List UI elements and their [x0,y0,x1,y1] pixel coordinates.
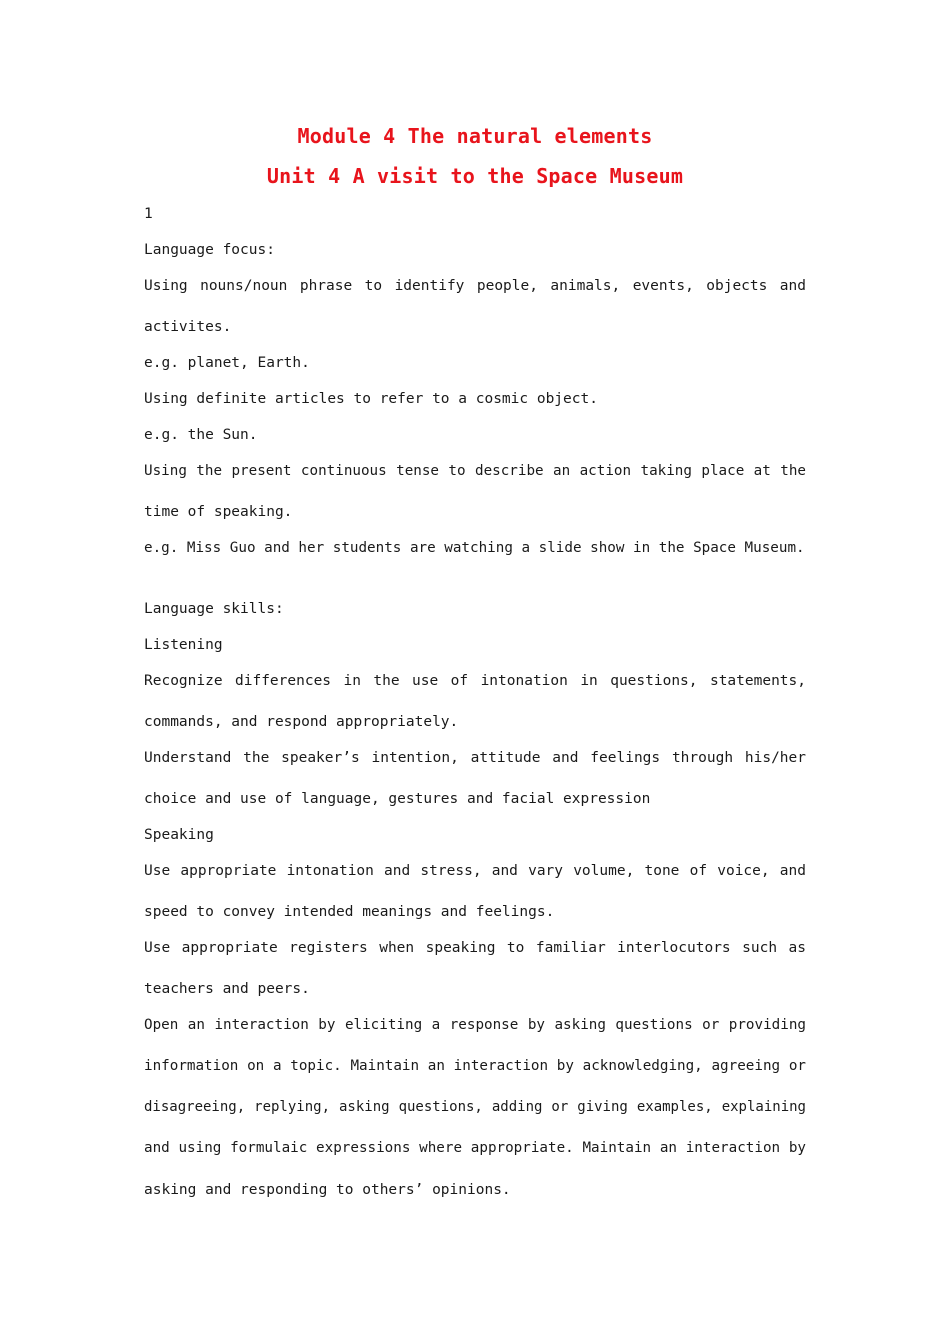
speaking-paragraph-3-line-4: and using formulaic expressions where appropriate. Maintain an interaction by [144,1140,806,1156]
period-number: 1 [144,206,153,222]
focus-example-1: e.g. planet, Earth. [144,355,310,371]
focus-example-3: e.g. Miss Guo and her students are watching a slide show in the Space Museum. [144,540,805,556]
focus-paragraph-1-line-2: activites. [144,319,232,335]
focus-paragraph-3-line-1: Using the present continuous tense to describe an action taking place at the [144,463,806,479]
speaking-paragraph-3-line-3: disagreeing, replying, asking questions, adding or giving examples, explaining [144,1099,806,1115]
language-skills-heading: Language skills: [144,601,284,617]
focus-paragraph-1-line-1: Using nouns/noun phrase to identify people, animals, events, objects and [144,278,806,294]
speaking-paragraph-2-line-1: Use appropriate registers when speaking to familiar interlocutors such as [144,940,806,956]
focus-example-2: e.g. the Sun. [144,427,258,443]
listening-heading: Listening [144,637,223,653]
listening-paragraph-2-line-1: Understand the speaker’s intention, attitude and feelings through his/her [144,750,806,766]
module-title: Module 4 The natural elements [297,124,653,148]
focus-paragraph-3-line-2: time of speaking. [144,504,293,520]
speaking-paragraph-1-line-2: speed to convey intended meanings and feelings. [144,904,555,920]
language-focus-heading: Language focus: [144,242,275,258]
unit-title: Unit 4 A visit to the Space Museum [266,164,684,188]
speaking-paragraph-3-line-5: asking and responding to others’ opinions. [144,1182,511,1198]
speaking-paragraph-3-line-1: Open an interaction by eliciting a response by asking questions or providing [144,1017,806,1033]
speaking-paragraph-1-line-1: Use appropriate intonation and stress, and vary volume, tone of voice, and [144,863,806,879]
speaking-paragraph-2-line-2: teachers and peers. [144,981,310,997]
listening-paragraph-1-line-1: Recognize differences in the use of intonation in questions, statements, [144,673,806,689]
listening-paragraph-2-line-2: choice and use of language, gestures and facial expression [144,791,651,807]
speaking-paragraph-3-line-2: information on a topic. Maintain an interaction by acknowledging, agreeing or [144,1058,806,1074]
listening-paragraph-1-line-2: commands, and respond appropriately. [144,714,459,730]
focus-paragraph-2: Using definite articles to refer to a cosmic object. [144,391,598,407]
speaking-heading: Speaking [144,827,214,843]
